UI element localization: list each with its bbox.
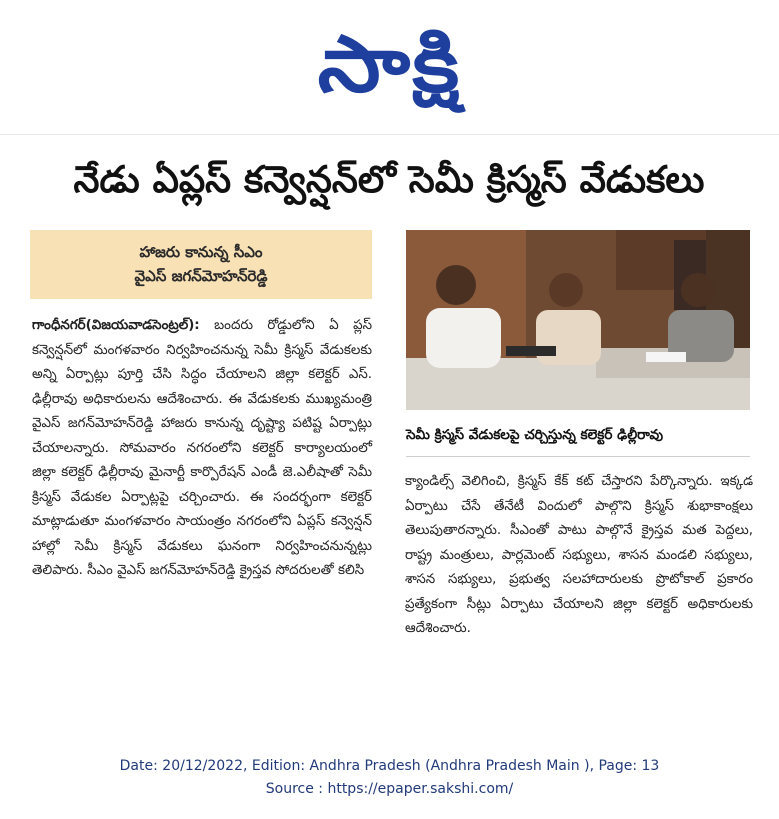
article-dateline: గాంధీనగర్(విజయవాడసెంట్రల్): [32,318,200,333]
footer-date-edition: Date: 20/12/2022, Edition: Andhra Pradesh (Andhra Pradesh Main ), Page: 13 [119,758,660,774]
footer-source: Source : https://epaper.sakshi.com/ [265,781,514,797]
article-photo [406,230,750,410]
article-body-left [32,314,372,584]
article-subhead [30,230,372,299]
subhead-line-1: హాజరు కానున్న సీఎం [139,243,263,261]
photo-caption: సెమీ క్రిస్మస్ వేడుకలపై చర్చిస్తున్న కలెక్టర్ ఢిల్లీరావు [406,427,664,443]
caption-divider [406,456,750,457]
sakshi-logo: సాక్షి [317,20,462,110]
article-body-right: క్యాండిల్స్ వెలిగించి, క్రిస్మస్ కేక్ కట్ చేస్తారని పేర్కొన్నారు. ఇక్కడ ఏర్పాటు చేసే తేనేటీ విందులో పాల్గొని క్రిస్మస్ శుభాకాంక్షలు తెలుపుతారన్నారు. సీఎంతో పాటు పాల్గొనే క్రైస్తవ మత పెద్దలు, రాష్ట్ర మంత్రులు, పార్లమెంట్ సభ్యులు, శాసన మండలి సభ్యులు, శాసన సభ్యులు, ప్రభుత్వ సలహాదారులకు ప్రొటోకాల్ ప్రకారం ప్రత్యేకంగా సీట్లు ఏర్పాటు చేయాలని జిల్లా కలెక్టర్ అధికారులకు ఆదేశించారు. [405,474,753,636]
subhead-line-2: వైఎస్ జగన్‌మోహన్‌రెడ్డి [134,267,268,285]
article-body-left-text: బందరు రోడ్డులోని ఏ ప్లస్ కన్వెన్షన్‌లో మంగళవారం నిర్వహించనున్న సెమీ క్రిస్మస్ వేడుకలకు అన్ని ఏర్పాట్లు పూర్తి చేసి సిద్ధం చేయాలని జిల్లా కలెక్టర్ ఎస్. ఢిల్లీరావు అధికారులను ఆదేశించారు. ఈ వేడుకలకు ముఖ్యమంత్రి వైఎస్ జగన్‌మోహన్‌రెడ్డి హాజరు కానున్న దృష్ట్యా పటిష్ట ఏర్పాట్లు చేయాలన్నారు. సోమవారం నగరంలోని కలెక్టర్ కార్యాలయంలో జిల్లా కలెక్టర్ ఢిల్లీరావు మైనార్టీ కార్పొరేషన్ ఎండీ జె.ఎలీషాతో సెమీ క్రిస్మస్ వేడుకల ఏర్పాట్లపై చర్చించారు. ఈ సందర్భంగా కలెక్టర్ మాట్లాడుతూ మంగళవారం సాయంత్రం నగరంలోని ఏప్లస్ కన్వెన్షన్ హాల్లో సెమీ క్రిస్మస్ వేడుకలు ఘనంగా నిర్వహించనున్నట్లు తెలిపారు. సీఎం వైఎస్ జగన్‌మోహన్‌రెడ్డి క్రైస్తవ సోదరులతో కలిసి [32,318,372,578]
masthead [0,0,779,130]
article-headline: నేడు ఏప్లస్ కన్వెన్షన్‌లో సెమీ క్రిస్మస్ వేడుకలు [73,158,705,201]
masthead-divider [0,134,779,135]
